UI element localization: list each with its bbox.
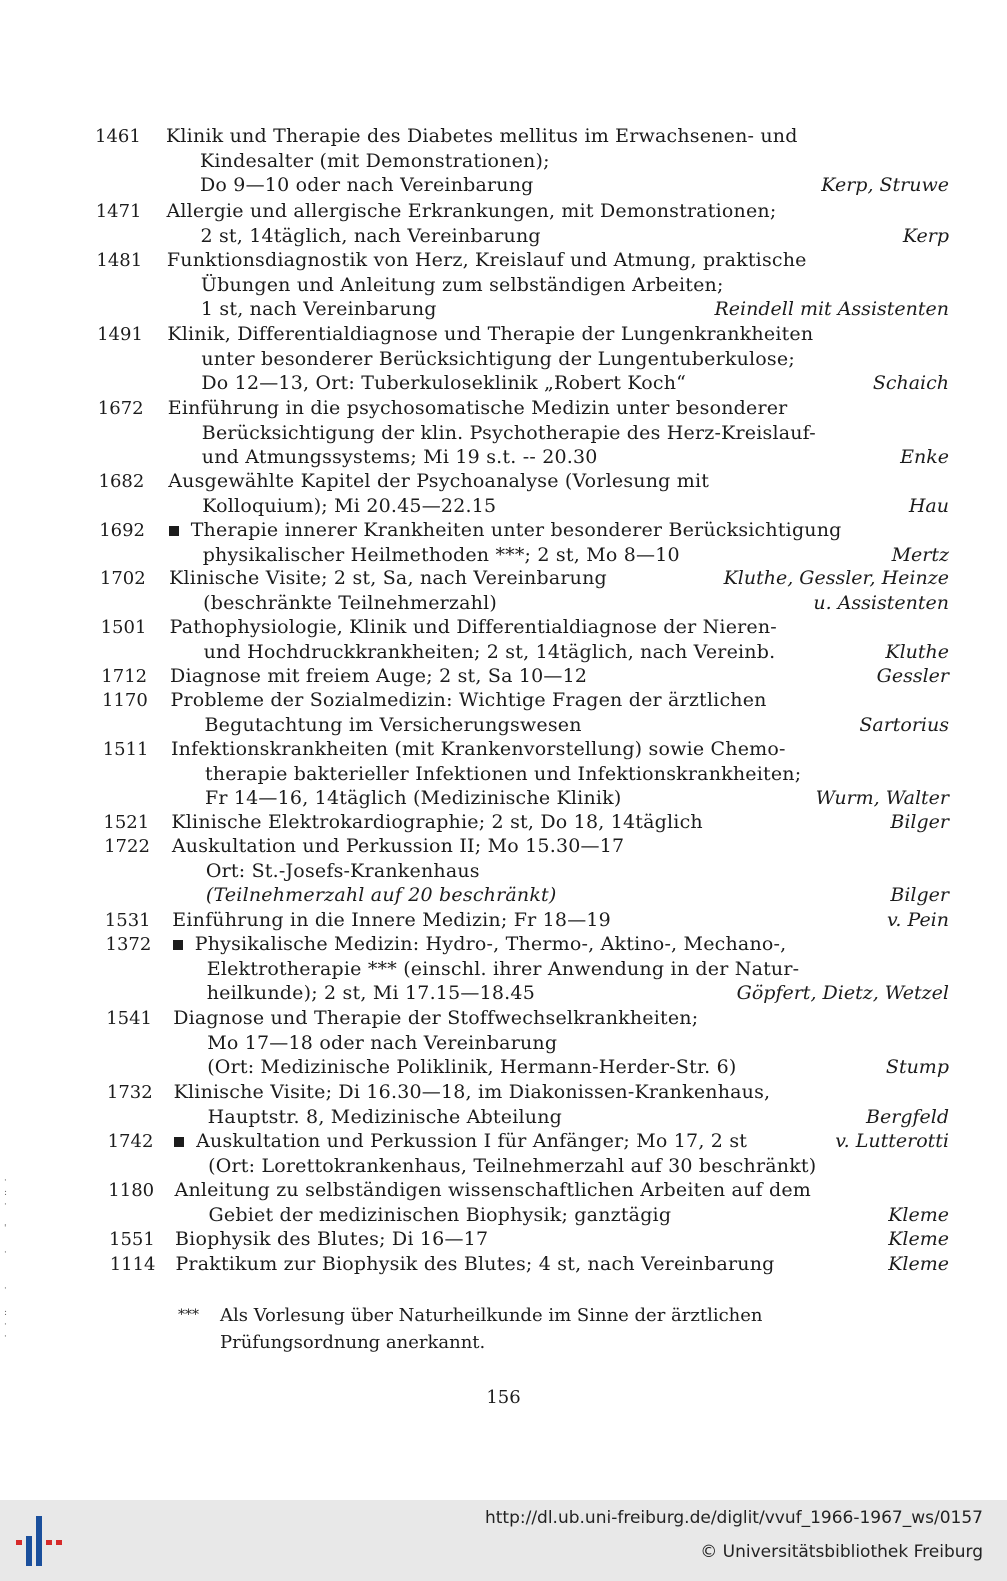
lecturer-name: Kerp — [902, 224, 949, 247]
course-description-line: Hauptstr. 8, Medizinische Abteilung — [207, 1105, 563, 1128]
lecturer-name: Sartorius — [859, 713, 949, 736]
course-description-line: Begutachtung im Versicherungswesen — [204, 713, 582, 736]
course-number: 1501 — [100, 617, 147, 638]
course-description-line: Berücksichtigung der klin. Psychotherapie des Herz-Kreislauf- — [201, 421, 816, 444]
course-description-line: heilkunde); 2 st, Mi 17.15—18.45 — [206, 982, 535, 1004]
course-number: 1491 — [97, 324, 143, 345]
course-number: 1722 — [104, 836, 150, 857]
course-description-line: Anleitung zu selbständigen wissenschaftlichen Arbeiten auf dem — [174, 1179, 812, 1201]
course-description-line: unter besonderer Berücksichtigung der Lungentuberkulose; — [201, 347, 795, 370]
course-description-line: Elektrotherapie *** (einschl. ihrer Anwendung in der Natur- — [206, 957, 800, 980]
lecturer-name: Kleme — [888, 1253, 949, 1275]
footnote-marker: *** — [178, 1307, 199, 1323]
scan-margin-marks: · : · ' · · : · · — [4, 1176, 8, 1342]
course-number: 1521 — [103, 812, 150, 833]
library-footer-bar — [0, 1500, 1007, 1581]
course-description-line: Diagnose mit freiem Auge; 2 st, Sa 10—12 — [170, 665, 588, 687]
course-description-line: Praktikum zur Biophysik des Blutes; 4 st, nach Vereinbarung — [175, 1253, 775, 1275]
course-description-line: Probleme der Sozialmedizin: Wichtige Fragen der ärztlichen — [170, 689, 767, 711]
course-description-line: Do 9—10 oder nach Vereinbarung — [200, 174, 534, 196]
course-description-line: Auskultation und Perkussion II; Mo 15.30—17 — [171, 835, 625, 857]
course-number: 1372 — [105, 934, 152, 955]
course-description-line: Physikalische Medizin: Hydro-, Thermo-, Aktino-, Mechano-, — [194, 933, 787, 955]
marker-square-icon — [174, 1137, 184, 1147]
library-logo-icon — [12, 1514, 64, 1568]
lecturer-name: v. Pein — [886, 909, 949, 931]
course-description-line: und Hochdruckkrankheiten; 2 st, 14täglich, nach Vereinb. — [203, 640, 776, 663]
course-description-line: (Ort: Lorettokrankenhaus, Teilnehmerzahl auf 30 beschränkt) — [208, 1154, 817, 1177]
footnote-text-line-2: Prüfungsordnung anerkannt. — [220, 1332, 486, 1353]
lecturer-name: Kluthe — [885, 640, 949, 663]
course-description-line: Fr 14—16, 14täglich (Medizinische Klinik) — [204, 787, 622, 809]
course-description-line: Kolloquium); Mi 20.45—22.15 — [202, 494, 497, 517]
course-description-line: Klinik und Therapie des Diabetes mellitus im Erwachsenen- und — [166, 125, 798, 147]
course-number: 1541 — [106, 1008, 152, 1029]
source-url-link[interactable]: http://dl.ub.uni-freiburg.de/diglit/vvuf_1966-1967_ws/0157 — [484, 1508, 983, 1528]
course-number: 1712 — [101, 666, 148, 687]
page-number: 156 — [486, 1387, 521, 1408]
lecturer-name: Hau — [908, 494, 949, 517]
lecturer-name: Bergfeld — [866, 1105, 949, 1128]
course-number: 1471 — [95, 201, 142, 222]
course-number: 1551 — [109, 1229, 155, 1250]
course-number: 1682 — [98, 471, 145, 492]
course-description-line: Mo 17—18 oder nach Vereinbarung — [207, 1031, 558, 1054]
lecturer-name: Gessler — [876, 665, 949, 687]
course-description-line: Pathophysiologie, Klinik und Differentialdiagnose der Nieren- — [169, 616, 777, 638]
course-number: 1114 — [109, 1254, 156, 1275]
course-description-line: Ort: St.-Josefs-Krankenhaus — [205, 859, 480, 882]
course-number: 1170 — [102, 690, 148, 711]
course-description-line: Do 12—13, Ort: Tuberkuloseklinik „Robert Koch“ — [201, 372, 687, 394]
course-description-line: Ausgewählte Kapitel der Psychoanalyse (Vorlesung mit — [168, 470, 710, 492]
lecturer-name: Bilger — [890, 884, 949, 906]
lecturer-name: Enke — [900, 446, 949, 468]
course-number: 1702 — [99, 568, 146, 589]
course-description-line: 2 st, 14täglich, nach Vereinbarung — [200, 224, 541, 247]
course-description-line: Klinische Visite; 2 st, Sa, nach Vereinbarung — [169, 567, 607, 589]
marker-square-icon — [169, 526, 179, 536]
lecturer-name: v. Lutterotti — [835, 1130, 949, 1152]
course-description-line: Klinische Elektrokardiographie; 2 st, Do 18, 14täglich — [171, 811, 703, 833]
lecturer-name: Kluthe, Gessler, Heinze — [723, 567, 949, 589]
course-description-line: Infektionskrankheiten (mit Krankenvorstellung) sowie Chemo- — [170, 738, 786, 760]
course-description-line: (Ort: Medizinische Poliklinik, Hermann-Herder-Str. 6) — [207, 1056, 737, 1078]
course-description-line: Übungen und Anleitung zum selbständigen Arbeiten; — [200, 273, 724, 296]
lecturer-name: Stump — [885, 1056, 949, 1078]
course-number: 1180 — [108, 1180, 155, 1201]
course-number: 1511 — [102, 739, 149, 760]
course-description-line: Einführung in die Innere Medizin; Fr 18—19 — [172, 909, 611, 931]
course-number: 1531 — [104, 910, 151, 931]
course-description-line: Kindesalter (mit Demonstrationen); — [200, 149, 550, 172]
course-description-line: Gebiet der medizinischen Biophysik; ganztägig — [208, 1203, 672, 1226]
lecturer-name: Göpfert, Dietz, Wetzel — [736, 982, 949, 1004]
footnote-text-line-1: Als Vorlesung über Naturheilkunde im Sinne der ärztlichen — [220, 1305, 763, 1326]
lecturer-name: Wurm, Walter — [815, 787, 949, 809]
course-description-line: Diagnose und Therapie der Stoffwechselkrankheiten; — [173, 1007, 699, 1029]
course-description-line: Klinische Visite; Di 16.30—18, im Diakonissen-Krankenhaus, — [173, 1081, 771, 1103]
copyright-text: © Universitätsbibliothek Freiburg — [700, 1542, 983, 1562]
course-description-line: Allergie und allergische Erkrankungen, mit Demonstrationen; — [166, 200, 777, 222]
lecturer-name: Mertz — [891, 543, 949, 566]
course-description-line: Klinik, Differentialdiagnose und Therapie der Lungenkrankheiten — [167, 323, 814, 345]
lecturer-name: Kleme — [888, 1228, 949, 1250]
lecturer-name: Kleme — [888, 1203, 949, 1226]
course-number: 1732 — [106, 1082, 153, 1103]
lecturer-name: Kerp, Struwe — [821, 174, 949, 196]
course-number: 1742 — [107, 1131, 154, 1152]
lecturer-name: Reindell mit Assistenten — [714, 298, 949, 320]
course-description-line: Auskultation und Perkussion I für Anfänger; Mo 17, 2 st — [196, 1130, 748, 1152]
course-number: 1692 — [99, 520, 145, 541]
course-description-line: Biophysik des Blutes; Di 16—17 — [175, 1228, 489, 1250]
lecturer-name: Bilger — [890, 811, 949, 833]
lecturer-name: u. Assistenten — [813, 591, 949, 614]
marker-square-icon — [173, 940, 183, 950]
course-description-line: Funktionsdiagnostik von Herz, Kreislauf und Atmung, praktische — [166, 249, 807, 271]
course-description-line: therapie bakterieller Infektionen und Infektionskrankheiten; — [204, 762, 802, 785]
course-number: 1481 — [96, 250, 143, 271]
course-description-line: (beschränkte Teilnehmerzahl) — [203, 591, 497, 614]
course-description-line: Therapie innerer Krankheiten unter besonderer Berücksichtigung — [190, 519, 842, 541]
course-description-line: (Teilnehmerzahl auf 20 beschränkt) — [205, 884, 557, 906]
course-number: 1672 — [97, 398, 144, 419]
course-description-line: physikalischer Heilmethoden ***; 2 st, Mo 8—10 — [202, 543, 680, 566]
course-description-line: Einführung in die psychosomatische Medizin unter besonderer — [167, 397, 788, 419]
lecturer-name: Schaich — [872, 372, 949, 394]
course-description-line: und Atmungssystems; Mi 19 s.t. -- 20.30 — [201, 446, 598, 468]
course-number: 1461 — [95, 126, 141, 147]
course-description-line: 1 st, nach Vereinbarung — [200, 298, 437, 320]
